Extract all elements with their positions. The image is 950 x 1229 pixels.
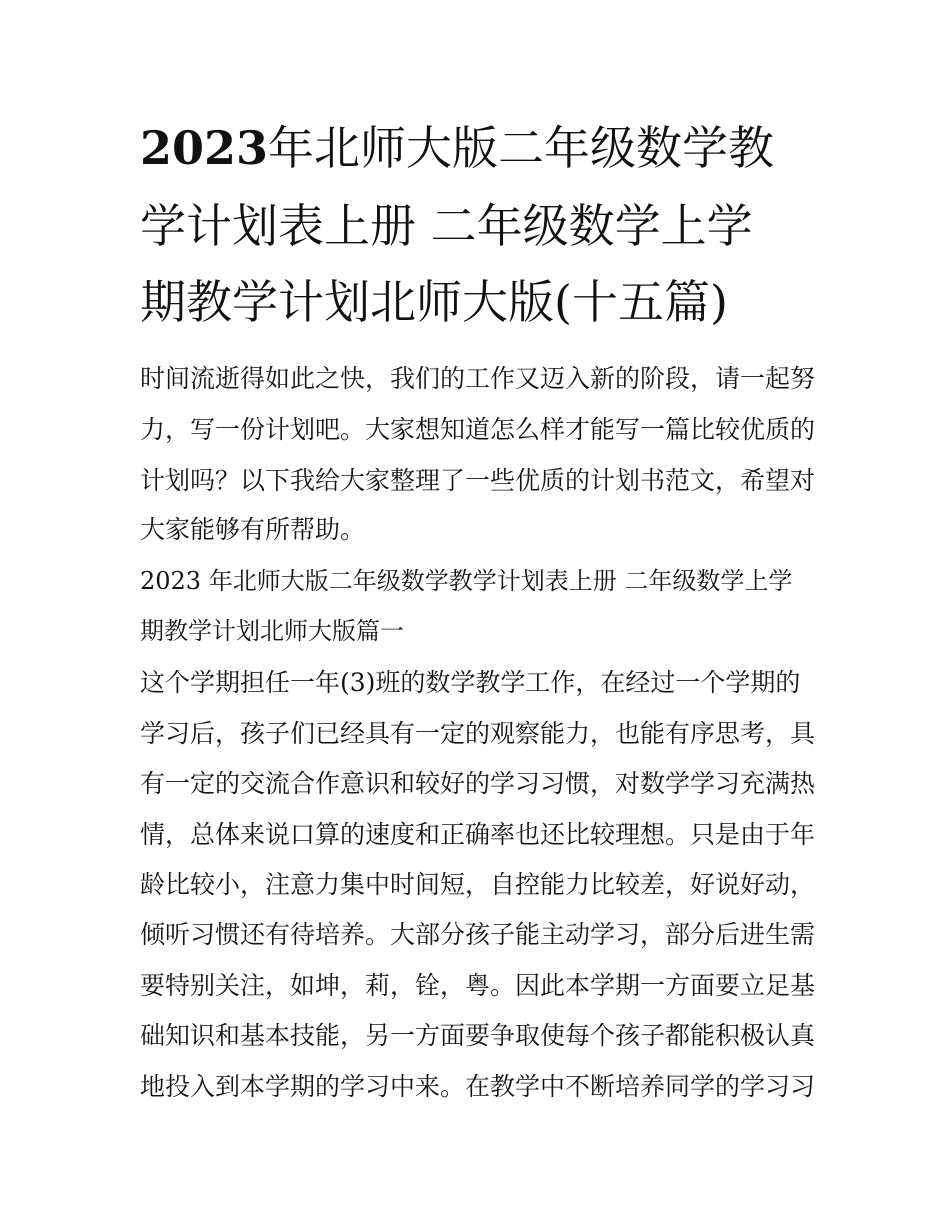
title-line-1-text: 年北师大版二年级数学教	[268, 121, 775, 175]
intro-line-1: 时间流逝得如此之快，我们的工作又迈入新的阶段，请一起努	[140, 364, 816, 393]
intro-line-3: 计划吗？以下我给大家整理了一些优质的计划书范文，希望对	[140, 466, 816, 495]
body-line-7: 要特别关注，如坤，莉，铨，粤。因此本学期一方面要立足基	[140, 971, 816, 1000]
title-year: 2023	[140, 121, 269, 175]
section-heading-line-1: 2023 年北师大版二年级数学教学计划表上册 二年级数学上学	[140, 567, 793, 595]
section-heading-line-2: 期教学计划北师大版篇一	[140, 617, 404, 645]
document-title-line-3: 期教学计划北师大版(十五篇)	[140, 275, 728, 329]
body-line-2: 学习后，孩子们已经具有一定的观察能力，也能有序思考，具	[140, 719, 816, 748]
intro-line-2: 力，写一份计划吧。大家想知道怎么样才能写一篇比较优质的	[140, 415, 816, 444]
body-line-5: 龄比较小，注意力集中时间短，自控能力比较差，好说好动，	[140, 870, 816, 899]
body-line-1: 这个学期担任一年(3)班的数学教学工作，在经过一个学期的	[140, 668, 801, 697]
document-title-line-1	[140, 118, 820, 178]
body-line-4: 情，总体来说口算的速度和正确率也还比较理想。只是由于年	[140, 820, 816, 849]
intro-line-4: 大家能够有所帮助。	[140, 515, 366, 544]
document-title-line-2: 学计划表上册 二年级数学上学	[140, 199, 753, 253]
body-line-6: 倾听习惯还有待培养。大部分孩子能主动学习，部分后进生需	[140, 920, 816, 949]
body-line-8: 础知识和基本技能，另一方面要争取使每个孩子都能积极认真	[140, 1021, 816, 1050]
body-line-3: 有一定的交流合作意识和较好的学习习惯，对数学学习充满热	[140, 769, 816, 798]
body-line-9: 地投入到本学期的学习中来。在教学中不断培养同学的学习习	[140, 1072, 816, 1101]
